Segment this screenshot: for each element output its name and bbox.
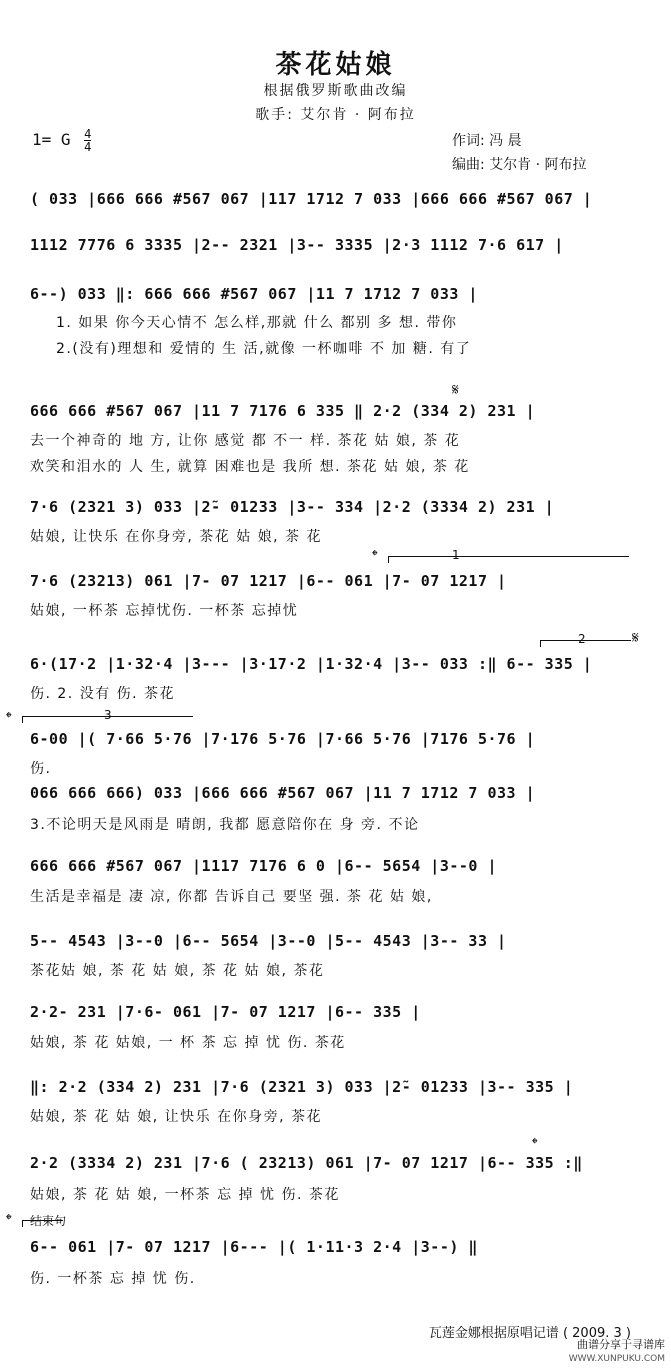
score-row-3-lyric-verse1: 1. 如果 你今天心情不 怎么样,那就 什么 都别 多 想. 带你: [56, 315, 458, 331]
score-row-11-notes: 5-- 4543 |3--0 |6-- 5654 |3--0 |5-- 4543 |3-- 33 |: [30, 932, 507, 950]
score-row-12-lyric: 姑娘, 茶 花 姑娘, 一 杯 茶 忘 掉 忧 伤. 茶花: [30, 1035, 346, 1051]
score-row-8-notes: 6-00 |( 7·66 5·76 |7·176 5·76 |7·66 5·76 |7176 5·76 |: [30, 730, 536, 748]
score-row-4-lyric-verse1: 去一个神奇的 地 方, 让你 感觉 都 不一 样. 茶花 姑 娘, 茶 花: [30, 433, 461, 449]
time-denominator: 4: [84, 140, 92, 154]
score-row-5-lyric: 姑娘, 让快乐 在你身旁, 茶花 姑 娘, 茶 花: [30, 529, 323, 545]
score-row-12-notes: 2·2- 231 |7·6- 061 |7- 07 1217 |6-- 335 |: [30, 1003, 421, 1021]
score-row-10-lyric: 生活是幸福是 凄 凉, 你都 告诉自己 要坚 强. 茶 花 姑 娘,: [30, 889, 433, 905]
ending-1-bracket: [388, 556, 629, 563]
score-row-6-notes: 7·6 (23213) 061 |7- 07 1217 |6-- 061 |7- 07 1217 |: [30, 572, 507, 590]
transcriber-credit: 瓦莲金娜根据原唱记谱 ( 2009. 3 ): [428, 1326, 631, 1341]
score-row-9-lyric: 3.不论明天是风雨是 晴朗, 我都 愿意陪你在 身 旁. 不论: [30, 817, 420, 833]
singer-credit: 歌手: 艾尔肯 · 阿布拉: [255, 107, 416, 123]
song-title: 茶花姑娘: [275, 50, 396, 80]
coda-sign-3: 𝄌: [532, 1134, 538, 1153]
watermark-text: 曲谱分享于寻谱库: [577, 1338, 665, 1351]
score-row-13-notes: ‖: 2·2 (334 2) 231 |7·6 (2321 3) 033 |2̃- 01233 |3-- 335 |: [30, 1078, 574, 1096]
score-row-7-lyric: 伤. 2. 没有 伤. 茶花: [30, 686, 176, 702]
score-row-7-notes: 6·(17·2 |1·32·4 |3--- |3·17·2 |1·32·4 |3-- 033 :‖ 6-- 335 |: [30, 655, 593, 673]
coda-ending-label: 结束句: [30, 1214, 67, 1228]
time-signature: [84, 128, 91, 153]
lyricist-credit: 作词: 冯 晨: [452, 133, 522, 149]
ending-3-label: 3: [104, 708, 112, 722]
ending-2-label: 2: [578, 632, 586, 646]
score-row-15-notes: 6-- 061 |7- 07 1217 |6--- |( 1·11·3 2·4 |3--) ‖: [30, 1238, 478, 1256]
score-row-8-lyric: 伤.: [30, 761, 52, 777]
score-row-3-notes: 6--) 033 ‖: 666 666 #567 067 |11 7 1712 7 033 |: [30, 285, 478, 303]
song-subtitle: 根据俄罗斯歌曲改编: [263, 83, 408, 99]
score-row-9-notes: 066 666 666) 033 |666 666 #567 067 |11 7 1712 7 033 |: [30, 784, 536, 802]
segno-sign: 𝄋: [452, 380, 459, 399]
score-row-14-notes: 2·2 (3334 2) 231 |7·6 ( 23213) 061 |7- 07 1217 |6-- 335 :‖: [30, 1154, 583, 1172]
arranger-credit: 编曲: 艾尔肯 · 阿布拉: [452, 157, 587, 173]
time-numerator: 4: [84, 127, 92, 141]
score-row-15-lyric: 伤. 一杯茶 忘 掉 忧 伤.: [30, 1271, 196, 1287]
score-row-4-notes: 666 666 #567 067 |11 7 7176 6 335 ‖ 2·2 (334 2) 231 |: [30, 402, 536, 420]
score-row-10-notes: 666 666 #567 067 |1117 7176 6 0 |6-- 5654 |3--0 |: [30, 857, 498, 875]
score-row-4-lyric-verse2: 欢笑和泪水的 人 生, 就算 困难也是 我所 想. 茶花 姑 娘, 茶 花: [30, 459, 470, 475]
segno-sign-2: 𝄋: [632, 628, 639, 647]
score-row-14-lyric: 姑娘, 茶 花 姑 娘, 一杯茶 忘 掉 忧 伤. 茶花: [30, 1187, 340, 1203]
watermark: [569, 1338, 665, 1366]
score-row-3-lyric-verse2: 2.(没有)理想和 爱情的 生 活,就像 一杯咖啡 不 加 糖. 有了: [56, 341, 472, 357]
score-row-5-notes: 7·6 (2321 3) 033 |2̃- 01233 |3-- 334 |2·2 (3334 2) 231 |: [30, 498, 555, 516]
score-row-1-notes: ( 033 |666 666 #567 067 |117 1712 7 033 |666 666 #567 067 |: [30, 190, 593, 208]
coda-sign: 𝄌: [372, 546, 378, 565]
score-row-13-lyric: 姑娘, 茶 花 姑 娘, 让快乐 在你身旁, 茶花: [30, 1109, 323, 1125]
key-label: 1= G: [32, 130, 71, 149]
key-signature: [32, 128, 91, 153]
score-row-6-lyric: 姑娘, 一杯茶 忘掉忧伤. 一杯茶 忘掉忧: [30, 603, 299, 619]
score-row-11-lyric: 茶花姑 娘, 茶 花 姑 娘, 茶 花 姑 娘, 茶花: [30, 963, 325, 979]
coda-sign-4: 𝄌: [6, 1210, 12, 1229]
watermark-url: WWW.XUNPUKU.COM: [568, 1354, 665, 1364]
coda-sign-2: 𝄌: [6, 708, 12, 727]
score-row-2-notes: 1112 7776 6 3335 |2-- 2321 |3-- 3335 |2·3 1112 7·6 617 |: [30, 236, 564, 254]
ending-1-label: 1: [452, 548, 460, 562]
